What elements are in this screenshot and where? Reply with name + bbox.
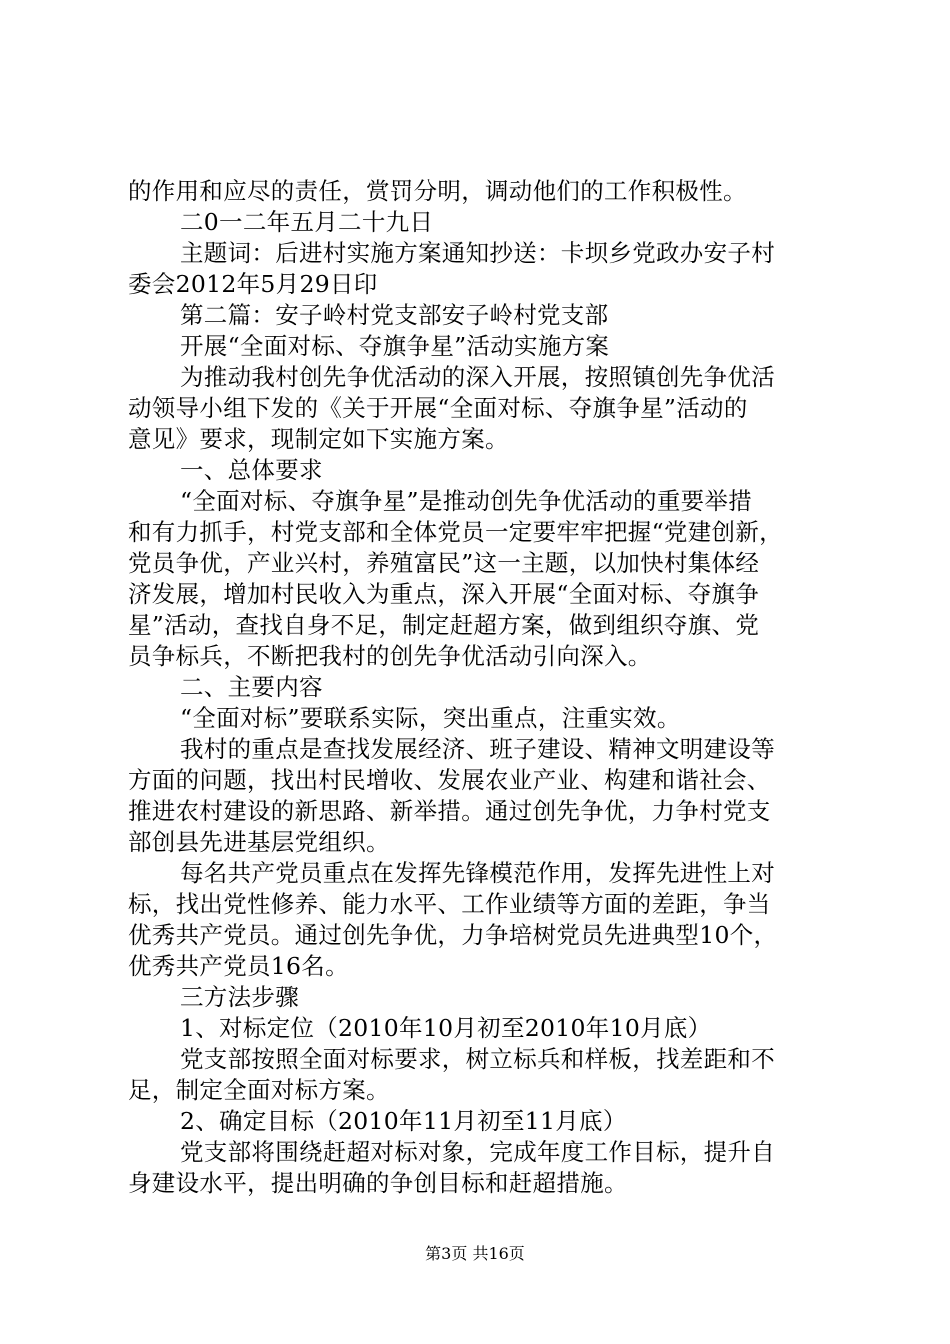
step-heading: 1、对标定位（2010年10月初至2010年10月底） <box>180 1014 712 1042</box>
text-line: 的作用和应尽的责任，赏罚分明，调动他们的工作积极性。 <box>128 177 747 205</box>
text-line: “全面对标”要联系实际，突出重点，注重实效。 <box>180 704 681 732</box>
section-heading: 一、总体要求 <box>180 456 323 484</box>
text-line: 党员争优，产业兴村，养殖富民”这一主题，以加快村集体经 <box>128 549 760 577</box>
text-line: “全面对标、夺旗争星”是推动创先争优活动的重要举措 <box>180 487 753 515</box>
section-heading: 三方法步骤 <box>180 983 299 1011</box>
text-line: 为推动我村创先争优活动的深入开展，按照镇创先争优活 <box>180 363 775 391</box>
text-line: 动领导小组下发的《关于开展“全面对标、夺旗争星”活动的 <box>128 394 748 422</box>
section-heading: 二、主要内容 <box>180 673 323 701</box>
page-footer: 第3页 共16页 <box>425 1244 525 1263</box>
text-line: 员争标兵，不断把我村的创先争优活动引向深入。 <box>128 642 652 670</box>
text-line: 身建设水平，提出明确的争创目标和赶超措施。 <box>128 1169 628 1197</box>
section-heading: 第二篇：安子岭村党支部安子岭村党支部 <box>180 301 609 329</box>
text-line: 和有力抓手，村党支部和全体党员一定要牢牢把握“党建创新， <box>128 518 783 546</box>
text-line: 方面的问题，找出村民增收、发展农业产业、构建和谐社会、 <box>128 766 771 794</box>
text-line: 我村的重点是查找发展经济、班子建设、精神文明建设等 <box>180 735 775 763</box>
text-line: 委会2012年5月29日印 <box>128 270 378 298</box>
text-line: 主题词：后进村实施方案通知抄送：卡坝乡党政办安子村 <box>180 239 775 267</box>
section-heading: 开展“全面对标、夺旗争星”活动实施方案 <box>180 332 610 360</box>
text-line: 星”活动，查找自身不足，制定赶超方案，做到组织夺旗、党 <box>128 611 760 639</box>
text-line: 推进农村建设的新思路、新举措。通过创先争优，力争村党支 <box>128 797 771 825</box>
text-line: 部创县先进基层党组织。 <box>128 828 390 856</box>
text-line: 优秀共产党员。通过创先争优，力争培树党员先进典型10个， <box>128 921 778 949</box>
text-line: 足，制定全面对标方案。 <box>128 1076 390 1104</box>
text-line: 党支部按照全面对标要求，树立标兵和样板，找差距和不 <box>180 1045 775 1073</box>
text-line: 党支部将围绕赶超对标对象，完成年度工作目标，提升自 <box>180 1138 775 1166</box>
date-line: 二0一二年五月二十九日 <box>180 208 434 236</box>
text-line: 优秀共产党员16名。 <box>128 952 349 980</box>
text-line: 标，找出党性修养、能力水平、工作业绩等方面的差距，争当 <box>128 890 771 918</box>
text-line: 济发展，增加村民收入为重点，深入开展“全面对标、夺旗争 <box>128 580 760 608</box>
text-line: 每名共产党员重点在发挥先锋模范作用，发挥先进性上对 <box>180 859 775 887</box>
text-line: 意见》要求，现制定如下实施方案。 <box>128 425 509 453</box>
step-heading: 2、确定目标（2010年11月初至11月底） <box>180 1107 627 1135</box>
